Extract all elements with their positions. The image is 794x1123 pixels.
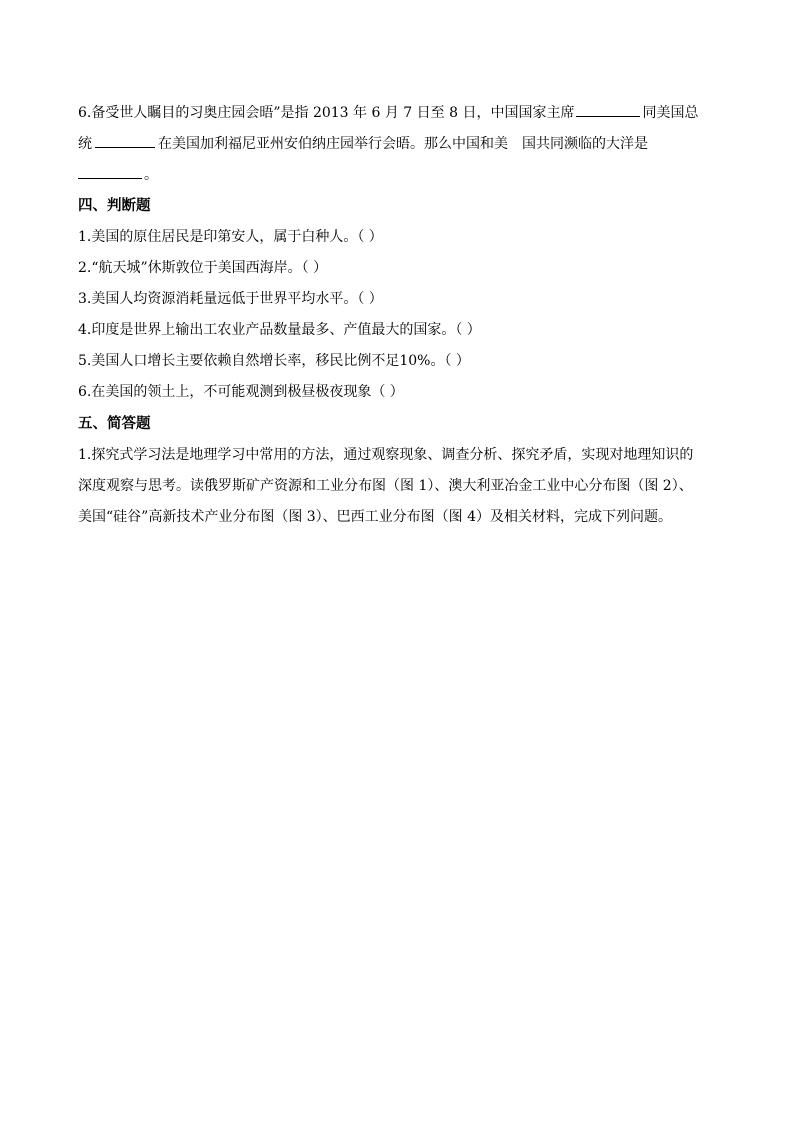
q6-text-5: 。	[144, 167, 158, 183]
q6-text-4: 在美国加利福尼亚州安伯纳庄园举行会晤。那么中国和美 国共同濒临的大洋是	[158, 136, 648, 152]
q6-line-1	[78, 101, 738, 123]
q6-text-2: 同美国总	[642, 105, 699, 121]
judgement-item: 3.美国人均资源消耗量远低于世界平均水平。（ ）	[78, 291, 383, 307]
judgement-item: 2.“航天城”休斯敦位于美国西海岸。（ ）	[78, 260, 328, 276]
section-heading-judgement: 四、判断题	[78, 197, 151, 214]
judgement-item: 5.美国人口增长主要依赖自然增长率，移民比例不足10%。（ ）	[78, 353, 470, 369]
short-answer-line: 深度观察与思考。读俄罗斯矿产资源和工业分布图（图 1）、澳大利亚冶金工业中心分布图（图 2）、	[78, 478, 693, 494]
answer-blank-3[interactable]	[78, 163, 142, 179]
q6-text-1: 6.备受世人瞩目的习奥庄园会晤”是指 2013 年 6 月 7 日至 8 日，中国国家主席	[78, 105, 575, 121]
q6-text-3: 统	[78, 136, 92, 152]
answer-blank-2[interactable]	[95, 132, 155, 148]
q6-line-2	[78, 132, 738, 154]
judgement-item: 6.在美国的领土上，不可能观测到极昼极夜现象（ ）	[78, 384, 404, 400]
judgement-item: 1.美国的原住居民是印第安人，属于白种人。（ ）	[78, 229, 383, 245]
short-answer-line: 美国“硅谷”高新技术产业分布图（图 3）、巴西工业分布图（图 4）及相关材料，完成下列问题。	[78, 509, 673, 525]
answer-blank-1[interactable]	[576, 101, 640, 117]
short-answer-line: 1.探究式学习法是地理学习中常用的方法，通过观察现象、调查分析、探究矛盾，实现对地理知识的	[78, 447, 694, 463]
judgement-item: 4.印度是世界上输出工农业产品数量最多、产值最大的国家。（ ）	[78, 322, 481, 338]
q6-line-3	[78, 163, 738, 185]
section-heading-short-answer: 五、简答题	[78, 415, 151, 432]
